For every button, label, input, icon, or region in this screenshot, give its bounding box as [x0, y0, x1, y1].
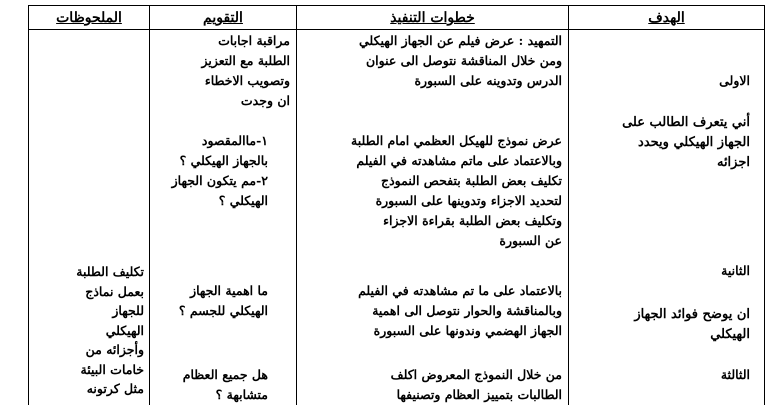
header-steps: خطوات التنفيذ: [390, 10, 475, 26]
goal-first-label: الاولى: [719, 73, 750, 88]
goal-third-label: الثالثة: [720, 367, 750, 382]
goal-first-text: أني يتعرف الطالب على الجهاز الهيكلي ويحدد اجزائه: [622, 115, 750, 170]
goal-second-text: ان يوضح فوائد الجهاز الهيكلي: [634, 307, 750, 342]
header-goal: الهدف: [648, 10, 685, 26]
steps-classify: من خلال النموذج المعروض اكلف الطالبات بتمييز العظام وتصنيفها: [390, 367, 562, 402]
goal-second-label: الثانية: [721, 263, 750, 278]
notes-text: تكليف الطلبة بعمل نماذج للجهاز الهيكلي وأجزائه من خامات البيئة مثل كرتونه: [76, 264, 144, 396]
evaluation-importance: ما اهمية الجهاز الهيكلي للجسم ؟: [178, 283, 268, 318]
steps-model: عرض نموذج للهيكل العظمي امام الطلبة وبالاعتماد على ماتم مشاهدته في الفيلم تكليف بعض الطلبة بتفحص النموذج لتحديد الاجزاء وتدوينها على السبورة وتكليف بعض الطلبة بقراءة الاجزاء عن السبورة: [351, 133, 562, 248]
header-evaluation: التقويم: [203, 10, 243, 26]
column-border-left: [28, 5, 29, 405]
column-border-evaluation: [296, 5, 297, 405]
header-bottom-border: [28, 29, 765, 30]
table-top-border: [28, 5, 765, 6]
steps-film: بالاعتماد على ما تم مشاهدته في الفيلم وبالمناقشة والحوار نتوصل الى اهمية الجهاز الهضمي وندونها على السبورة: [358, 283, 562, 338]
evaluation-monitor: مراقبة اجابات الطلبة مع التعزيز وتصويب الاخطاء ان وجدت: [201, 33, 290, 108]
evaluation-questions: ١-ماالمقصود بالجهاز الهيكلي ؟ ٢-مم يتكون الجهاز الهيكلي ؟: [171, 133, 268, 208]
evaluation-similar: هل جميع العظام متشابهة ؟: [182, 367, 268, 402]
column-border-right: [764, 5, 765, 405]
steps-intro: التمهيد : عرض فيلم عن الجهاز الهيكلي ومن خلال المناقشة نتوصل الى عنوان الدرس وتدوينه على السبورة: [359, 33, 562, 88]
header-notes: الملحوظات: [56, 10, 122, 26]
column-border-steps: [568, 5, 569, 405]
